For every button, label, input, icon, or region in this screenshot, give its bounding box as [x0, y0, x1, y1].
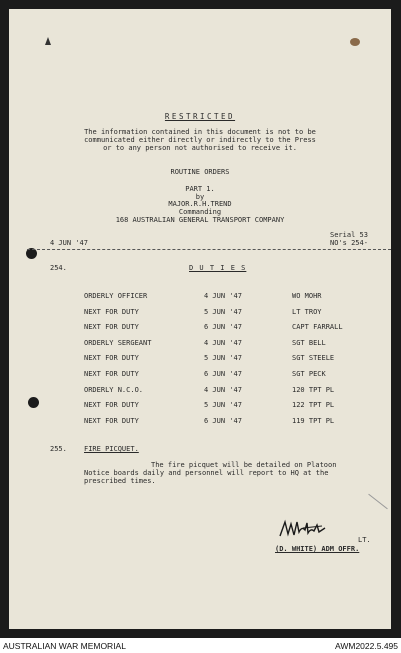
pencil-mark — [368, 494, 388, 510]
duty-assignee: 119 TPT PL — [292, 416, 335, 425]
duty-assignee: WO MOHR — [292, 292, 322, 300]
duty-date: 6 JUN '47 — [204, 323, 242, 332]
notice-line-3: or to any person not authorised to receive it. — [103, 144, 297, 152]
duty-name: NEXT FOR DUTY — [84, 416, 139, 425]
duty-assignee: SGT BELL — [292, 338, 326, 347]
duty-name: NEXT FOR DUTY — [84, 370, 139, 378]
order-numbers: NO's 254- — [330, 239, 368, 247]
officer-name: MAJOR.R.H.TREND — [168, 200, 232, 208]
duty-date: 6 JUN '47 — [204, 370, 242, 378]
signatory-rank: LT. — [358, 536, 371, 544]
duty-row — [9, 401, 391, 411]
duty-row — [9, 339, 391, 349]
part-label: PART 1. — [185, 185, 215, 193]
duty-name: NEXT FOR DUTY — [84, 307, 139, 316]
duty-assignee: 120 TPT PL — [292, 385, 335, 394]
duty-name: ORDERLY OFFICER — [84, 292, 148, 300]
duty-date: 4 JUN '47 — [204, 292, 242, 300]
duty-date: 4 JUN '47 — [204, 338, 242, 347]
duty-row — [9, 354, 391, 364]
duty-name: NEXT FOR DUTY — [84, 401, 139, 410]
separator-line — [27, 249, 391, 250]
duty-row — [9, 292, 391, 302]
duty-date: 6 JUN '47 — [204, 416, 242, 425]
duty-name: NEXT FOR DUTY — [84, 354, 139, 363]
duty-assignee: SGT PECK — [292, 370, 326, 378]
duty-row — [9, 417, 391, 427]
duty-row — [9, 308, 391, 318]
duty-name: ORDERLY N.C.O. — [84, 385, 144, 394]
handwritten-signature — [277, 516, 329, 542]
by-label: by — [195, 193, 205, 201]
signatory-name: (D. WHITE) ADM OFFR. — [275, 545, 360, 553]
ink-mark — [45, 37, 51, 45]
picquet-line-2: Notice boards daily and personnel will report to HQ at the — [84, 469, 329, 477]
document-page — [9, 9, 391, 629]
stain-mark — [350, 38, 360, 46]
restricted-heading: RESTRICTED — [164, 112, 236, 121]
duty-date: 5 JUN '47 — [204, 401, 242, 410]
picquet-line-1: The fire picquet will be detailed on Platoon — [151, 461, 337, 469]
unit-name: 168 AUSTRALIAN GENERAL TRANSPORT COMPANY — [115, 216, 285, 224]
notice-line-2: communicated either directly or indirectly to the Press — [84, 136, 316, 144]
notice-line-1: The information contained in this document is not to be — [84, 128, 316, 136]
footer-institution: AUSTRALIAN WAR MEMORIAL — [3, 641, 126, 651]
duty-assignee: SGT STEELE — [292, 354, 335, 363]
duty-assignee: LT TROY — [292, 307, 322, 316]
commanding-label: Commanding — [178, 208, 222, 216]
footer-bar — [0, 638, 401, 653]
duty-date: 5 JUN '47 — [204, 354, 242, 363]
section-number-255: 255. — [50, 445, 67, 453]
duty-row — [9, 370, 391, 380]
duty-date: 5 JUN '47 — [204, 307, 242, 316]
duty-assignee: 122 TPT PL — [292, 401, 335, 410]
fire-picquet-heading: FIRE PICQUET. — [84, 445, 139, 453]
duty-row — [9, 386, 391, 396]
duty-name: NEXT FOR DUTY — [84, 323, 139, 332]
orders-heading: ROUTINE ORDERS — [170, 168, 230, 176]
duty-row — [9, 323, 391, 333]
footer-accession: AWM2022.5.495 — [335, 641, 398, 651]
order-date: 4 JUN '47 — [50, 239, 88, 247]
duties-heading: D U T I E S — [189, 264, 247, 272]
serial-number: Serial 53 — [330, 231, 368, 239]
duty-assignee: CAPT FARRALL — [292, 323, 343, 332]
picquet-line-3: prescribed times. — [84, 477, 156, 485]
duty-name: ORDERLY SERGEANT — [84, 338, 152, 347]
section-number-254: 254. — [50, 264, 67, 272]
duty-date: 4 JUN '47 — [204, 385, 242, 394]
